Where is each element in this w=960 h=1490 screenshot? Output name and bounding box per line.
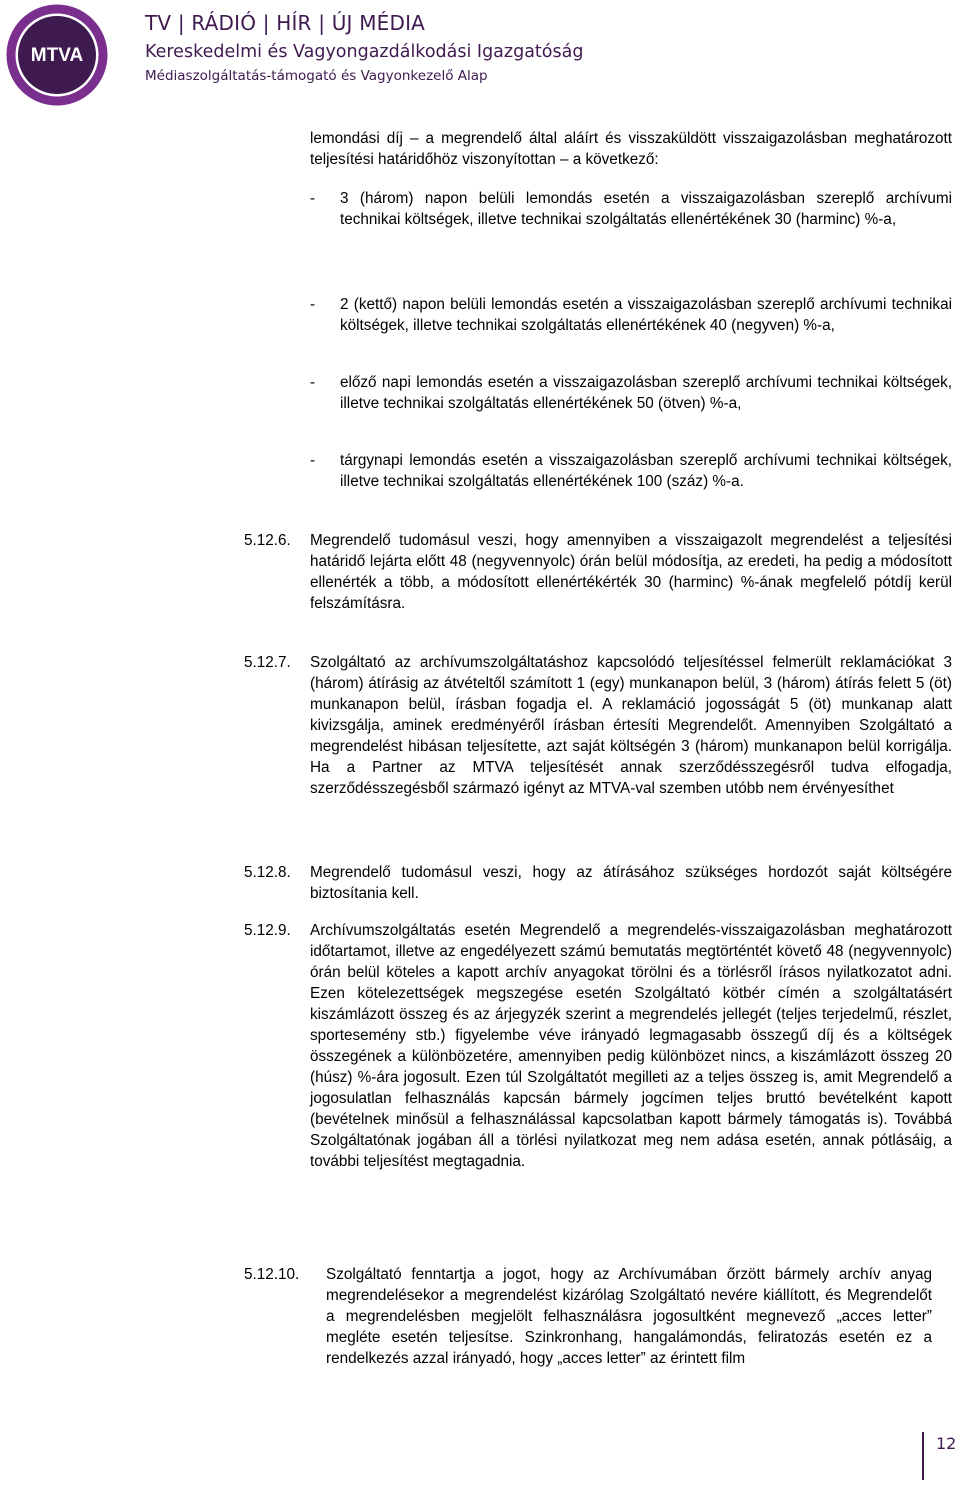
header-directorate: Kereskedelmi és Vagyongazdálkodási Igazgatóság (145, 42, 584, 62)
mtva-logo (4, 2, 110, 108)
list-dash: - (310, 452, 316, 469)
section-text: Megrendelő tudomásul veszi, hogy az átírásához szükséges hordozót saját költségére biztosítania kell. (310, 864, 952, 902)
organization-block (145, 10, 583, 86)
section-number: 5.12.9. (244, 922, 291, 939)
cancellation-fee-list-2 (310, 294, 952, 336)
list-dash: - (310, 296, 316, 313)
section-text: Szolgáltató fenntartja a jogot, hogy az Archívumában őrzött bármely archív anyag megrendelésekor a megrendelést kizárólag Szolgáltató nevére kiállított, és Megrendelőt a megrendelésben megjelölt felhasználásra jogosultként megnevező „acces letter” megléte esetén teljesítse. Szinkronhang, hangalámondás, feliratozás esetén ez a rendelkezés azzal irányadó, hogy „acces letter” az érintett film (326, 1266, 932, 1367)
section-5-12-6 (244, 530, 952, 614)
list-item-text: tárgynapi lemondás esetén a visszaigazolásban szereplő archívumi technikai költségek, illetve technikai szolgáltatás ellenértékének 100 (száz) %-a. (340, 452, 952, 490)
list-item (310, 450, 952, 492)
header-tagline: TV | RÁDIÓ | HÍR | ÚJ MÉDIA (145, 11, 426, 35)
section-5-12-7 (244, 652, 952, 799)
list-item (310, 372, 952, 414)
list-dash: - (310, 190, 316, 207)
logo-text: MTVA (30, 45, 84, 66)
section-5-12-10 (244, 1264, 952, 1369)
cancellation-fee-list (310, 188, 952, 230)
header-fund-name: Médiaszolgáltatás-támogató és Vagyonkezelő Alap (145, 68, 488, 84)
section-text: Archívumszolgáltatás esetén Megrendelő a megrendelés-visszaigazolásban meghatározott időtartamot, illetve az engedélyezett számú bemutatás megtörténtét követő 48 (negyvennyolc) órán belül köteles a kapott archív anyagokat törölni és a törlésről írásos nyilatkozatot adni. Ezen kötelezettségek megszegése esetén Szolgáltató kötbér címén a szolgáltatásért kiszámlázott összeg és az árjegyzék szerint a megrendelés jellegét (teljes terjedelmű, részlet, sportesemény stb.) figyelembe véve irányadó legmagasabb összegű díj és a költségek összegének a különbözetére, amennyiben pedig különbözet nincs, a kiszámlázott összeg 20 (húsz) %-ára jogosult. Ezen túl Szolgáltatót megilleti az a teljes összeg is, amit Megrendelő a jogosulatlan felhasználás kapcsán bármely jogcímen teljes bruttó bevételként kapott (bevételnek minősül a felhasználással kapcsolatban kapott bármely támogatás is). Továbbá Szolgáltatónak jogában áll a törlési nyilatkozat meg nem adása esetén, annak pótlásáig, a további teljesítést megtagadnia. (310, 922, 952, 1170)
list-item-text: 2 (kettő) napon belüli lemondás esetén a visszaigazolásban szereplő archívumi technikai költségek, illetve technikai szolgáltatás ellenértékének 40 (negyven) %-a, (340, 296, 952, 334)
cancellation-fee-list-4 (310, 450, 952, 492)
section-number: 5.12.10. (244, 1266, 300, 1283)
cancellation-fee-list-3 (310, 372, 952, 414)
list-item (310, 294, 952, 336)
section-number: 5.12.8. (244, 864, 291, 881)
list-item (310, 188, 952, 230)
section-5-12-8 (244, 862, 952, 904)
list-dash: - (310, 374, 316, 391)
section-text: Megrendelő tudomásul veszi, hogy amennyiben a visszaigazolt megrendelést a teljesítési határidő lejárta előtt 48 (negyvennyolc) órán belül módosítja, az eredeti, ha pedig a módosított ellenérték a több, a módosított ellenértékérték 30 (harminc) %-ának megfelelő pótdíj kerül felszámításra. (310, 532, 952, 612)
list-item-text: 3 (három) napon belüli lemondás esetén a visszaigazolásban szereplő archívumi technikai költségek, illetve technikai szolgáltatás ellenértékének 30 (harminc) %-a, (340, 190, 952, 228)
section-number: 5.12.6. (244, 532, 291, 549)
page-number: 12 (936, 1434, 957, 1453)
section-text: Szolgáltató az archívumszolgáltatáshoz kapcsolódó teljesítéssel felmerült reklamációkat 3 (három) átírásig az átvételtől számított 1 (egy) munkanapon belül, 3 (három) átírás felett 5 (öt) munkanapon belül, írásban fogadja el. A reklamáció jogosságát 5 (öt) munkanap alatt kivizsgálja, aminek eredményéről írásban értesíti Megrendelőt. Amennyiben Szolgáltató a megrendelést hibásan teljesítette, azt saját költségén 3 (három) munkanapon belül korrigálja. Ha a Partner az MTVA teljesítését annak szerződésszegésről tudva elfogadja, szerződésszegésből származó igényt az MTVA-val szemben utóbb nem érvényesíthet (310, 654, 952, 797)
section-5-12-9 (244, 920, 952, 1172)
list-item-text: előző napi lemondás esetén a visszaigazolásban szereplő archívumi technikai költségek, illetve technikai szolgáltatás ellenértékének 50 (ötven) %-a, (340, 374, 952, 412)
page-header (0, 0, 960, 110)
page-number-divider (922, 1432, 924, 1480)
intro-paragraph: lemondási díj – a megrendelő által aláírt és visszaküldött visszaigazolásban meghatározott teljesítési határidőhöz viszonyítottan – a következő: (310, 130, 952, 168)
section-number: 5.12.7. (244, 654, 291, 671)
